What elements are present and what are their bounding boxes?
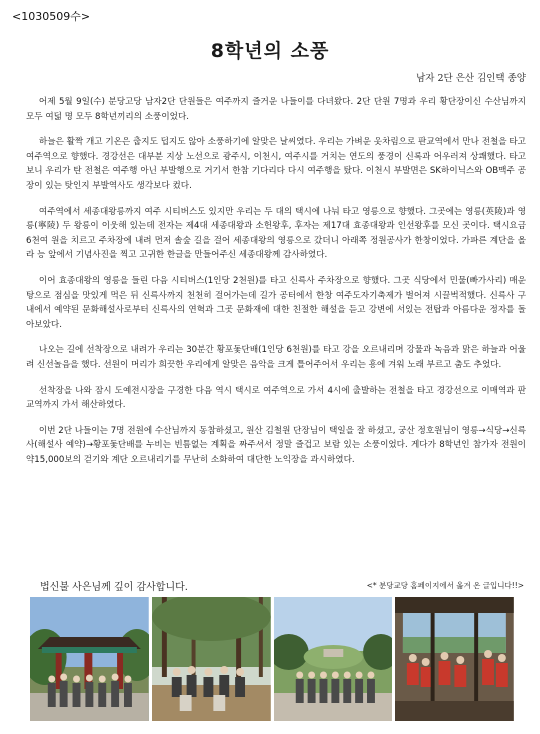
photo-strip (30, 597, 514, 721)
page-title: 8학년의 소풍 (210, 40, 330, 62)
forest-group-photo (152, 597, 271, 721)
boat-interior-photo (395, 597, 514, 721)
paragraph: 나오는 길에 선착장으로 내려가 우리는 30분간 황포돛단배(1인당 6천원)를 타고 강을 오르내리며 강물과 녹음과 맑은 하늘과 어울려 신선놀음을 했다. 선원이 머리가 희끗한 우리에게 알맞은 음악을 크게 틀어주어서 우리는 흥에 겨워 노래 부르고 춤도 추었다. (26, 345, 526, 370)
paragraph: 선착장을 나와 잠시 도예전시장을 구경한 다음 역시 택시로 여주역으로 가서 4시에 출발하는 전철을 타고 경강선으로 이매역과 판교역까지 가서 해산하였다. (26, 385, 526, 411)
source-note: <* 분당교당 홈페이지에서 옮겨 온 글입니다!!> (366, 581, 524, 590)
paragraph: 하늘은 활짝 개고 기온은 춥지도 덥지도 않아 소풍하기에 알맞은 날씨였다. 우리는 가벼운 옷차림으로 판교역에서 만나 전철을 타고 여주역으로 향했다. 경강선은 대부분 지상 노선으로 광주시, 이천시, 여주시를 거치는 연도의 풍경이 신록과 어우러져 상쾌했다. 타고 보니 우리가 탄 전철은 여주행 아닌 부발행으로 거기서 한참 기다리다 다시 여주행을 탔다. 이천시 부발면은 SK하이닉스와 OB맥주 공장이 있는 탓인지 부발역사도 생각보다 컸다. (26, 137, 526, 191)
paragraph: 어제 5월 9일(수) 분당고당 남자2단 단원들은 여주까지 즐거운 나들이를 다녀왔다. 2단 단원 7명과 우리 황단장이신 수산님까지 모두 여덟 명 모두 8학년끼리의 소풍이었다. (26, 97, 526, 122)
author-line: 남자 2단 은산 김인택 종양 (416, 73, 526, 84)
paragraph: 이번 2단 나들이는 7명 전원에 수산님까지 동참하셨고, 원산 김철원 단장님이 택일을 잘 하셨고, 궁산 정호원님이 영릉→식당→신륵사(해설사 예약)→황포돛단배를 누비는 빈틈없는 계획을 짜주셔서 정말 즐겁고 보람 있는 소풍이었다. 게다가 8학년인 참가자 전원이 약15,000보의 걷기와 계단 오르내리기를 무난히 소화하여 대단한 노익장을 과시하였다. (26, 425, 526, 465)
paragraph: 여주역에서 세종대왕릉까지 여주 시티버스도 있지만 우리는 두 대의 택시에 나눠 타고 영릉으로 향했다. 그곳에는 영릉(英陵)과 영릉(寧陵) 두 왕릉이 이웃해 있는데 전자는 제4대 세종대왕과 소헌왕후, 후자는 제17대 효종대왕과 인선왕후를 모신 곳이다. 택시요금 6천여 원을 치르고 주차장에 내려 먼저 솔숲 길을 걸어 세종대왕의 영릉으로 갔더니 아래쪽 정원공사가 한창이었다. 가파른 계단을 올라 능 앞에서 기념사진을 찍고 고귀한 한글을 만들어주신 세종대왕께 감사하였다. (26, 206, 526, 261)
tomb-mound-group-photo (274, 597, 393, 721)
document-code: <1030509수> (12, 10, 91, 23)
royal-tomb-gate-photo (30, 597, 149, 721)
article-body (26, 95, 526, 478)
thanks-caption: 법신불 사은님께 깊이 감사합니다. (40, 582, 188, 593)
paragraph: 이어 효종대왕의 영릉을 들린 다음 시티버스(1인당 2천원)를 타고 신륵사 주차장으로 향했다. 그곳 식당에서 민물(빠가사리) 매운탕으로 점심을 맛있게 먹은 뒤 신륵사까지 천천히 걸어가는데 길가 공터에서 한창 여주도자기축제가 벌어져 시끌벅적했다. 신륵사 구내에서 예약된 문화해설사로부터 신륵사의 연혁과 그곳 문화재에 대한 친절한 해설을 듣고 강변에 서있는 전탑과 아름다운 정자를 돌아보았다. (26, 275, 526, 330)
